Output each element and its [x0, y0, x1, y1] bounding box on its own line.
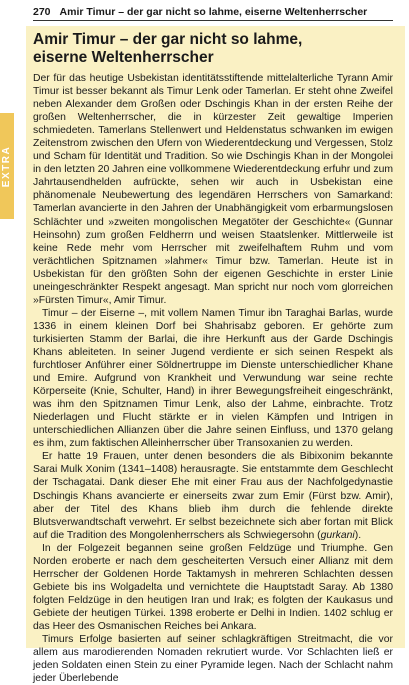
paragraph-intro: Der für das heutige Usbekistan identitätsstiftende mittelalterliche Tyrann Amir Timur ist besser bekannt als Timur Lenk oder Tamerlan. Er steht ohne Zweifel neben Alexander dem Großen oder Dschingis Khan in der ersten Reihe der großen Weltenherrscher, die in kürzester Zeit gewaltige Imperien schmiedeten. Tamerlans Stellenwert und Heldenstatus schwanken im ewigen Zeitenstrom zwischen den Ufern von Wiederentdeckung und Vergessen, Stolz und Scham für Identität und Tradition. So wie Dschingis Khan in der Mongolei in den letzten 20 Jahren eine vollkommene Wiederentdeckung erfuhr und zum Jahrtausendhelden aufrückte, sehen wir auch in Usbekistan eine phänomenale Neubewertung des legendären Herrschers von Samarkand: Tamerlan avancierte in den Jahren der Unabhängigkeit vom erbarmungslosen Schlächter und »zweiten mongolischen Megatöter der Geschichte« (Gunnar Heinsohn) zum großen Feldherrn und weisen Staatslenker. Mittlerweile ist keine Rede mehr vom Herrscher mit zweifelhaftem Ruhm und vom verächtlichen Spitznamen »lahmer« Timur bzw. Tamerlan. Heute ist in Usbekistan für den größten Sohn der eigenen Geschichte in erster Linie uneingeschränkter Respekt angesagt. Man spricht nur noch vom glorreichen »Fürsten Timur«, Amir Timur.	[33, 73, 393, 306]
paragraph-army: Timurs Erfolge basierten auf seiner schlagkräftigen Streitmacht, die vor allem aus marodierenden Nomaden rekrutiert wurde. Vor Schlachten ließ er jeden Soldaten einen Stein zu einer Pyramide legen. Nach der Schlacht nahm jeder Überlebende	[33, 634, 393, 685]
article-title-line-1: Amir Timur – der gar nicht so lahme,	[33, 31, 303, 48]
paragraph-campaigns: In der Folgezeit begannen seine großen Feldzüge und Triumphe. Gen Norden eroberte er nach dem gescheiterten Versuch einer Allianz mit dem Herrscher der Goldenen Horde Taktamysh in mehreren Schlachten dessen Gebiete bis ins Wolgadelta und vernichtete die Hauptstadt Saray. Ab 1380 folgten Feldzüge in den heutigen Iran und Irak; es folgten der Kaukasus und Gebiete der heutigen Türkei. 1398 eroberte er Delhi in Indien. 1402 schlug er das Heer des Osmanischen Reiches bei Ankara.	[33, 542, 393, 632]
article-body	[33, 72, 393, 685]
extra-tab-label: EXTRA	[1, 145, 13, 187]
article-title	[33, 31, 393, 67]
header-rule	[33, 20, 393, 21]
running-title: Amir Timur – der gar nicht so lahme, eiserne Weltenherrscher	[59, 6, 368, 18]
running-header	[33, 5, 393, 19]
extra-side-tab	[0, 113, 14, 219]
paragraph-family-end: ).	[354, 529, 362, 541]
paragraph-biography: Timur – der Eiserne –, mit vollem Namen Timur ibn Taraghai Barlas, wurde 1336 in einem kleinen Dorf bei Shahrisabz geboren. Er gehörte zum turkisierten Stamm der Barlai, die ihre Herkunft aus der Garde Dschingis Khans ableiteten. In seiner Jugend verdiente er sich seinen Respekt als furchtloser Anführer einer Söldnertruppe im Dienste unterschiedlicher Khane und Emire. Aufgrund von Krankheit und Verwundung war seine rechte Körperseite (Knie, Schulter, Hand) in ihrer Bewegungsfreiheit eingeschränkt, was ihm den Spitznamen Timur Lenk, also der Lahme, einbrachte. Trotz Niederlagen und Flucht stärkte er in vielen Kämpfen und Intrigen in unterschiedlichen Allianzen über die Jahre seinen Einfluss, und 1370 gelang es ihm, zum faktischen Alleinherrscher über Transoxanien zu werden.	[33, 307, 393, 450]
paragraph-family	[33, 450, 393, 541]
paragraph-family-text: Er hatte 19 Frauen, unter denen besonders die als Bibixonim bekannte Sarai Mulk Xonim (1341–1408) herausragte. Sie entstammte dem Geschlecht der Tschagatai. Dank dieser Ehe mit einer Frau aus der Nachfolgedynastie Dschingis Khans avancierte er einerseits zwar zum Emir (Fürst bzw. Amir), aber der Titel des Khans blieb ihm durch die fehlende direkte Blutsverwandtschaft verwehrt. Er selbst bezeichnete sich aber fortan mit Blick auf die Tradition des Mongolenherrschers als Schwiegersohn (	[33, 451, 393, 541]
page-number: 270	[33, 6, 51, 18]
gurkani-term: gurkani	[320, 529, 355, 541]
article-title-line-2: eiserne Weltenherrscher	[33, 49, 214, 66]
